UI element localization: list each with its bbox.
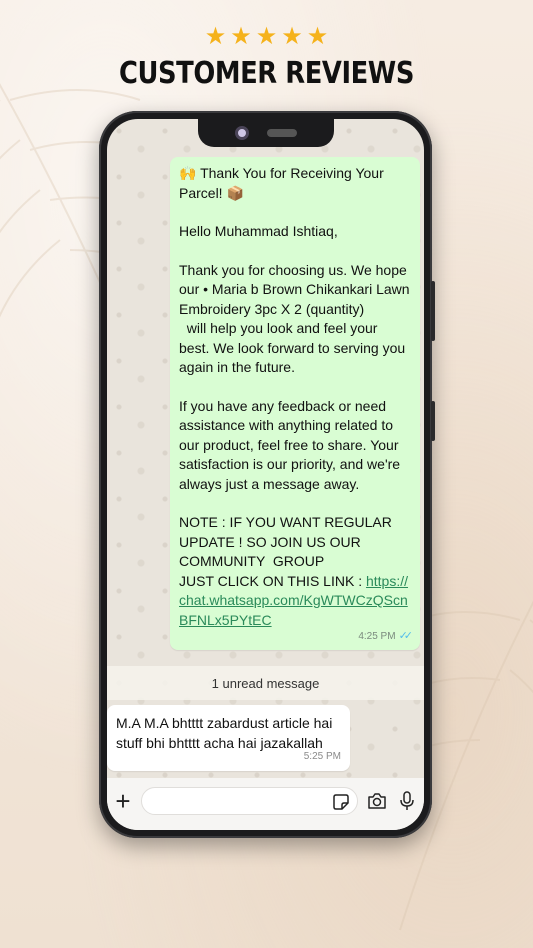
reviews-header <box>0 24 533 91</box>
link-prefix: JUST CLICK ON THIS LINK : <box>179 572 366 589</box>
message-line: NOTE : IF YOU WANT REGULAR UPDATE ! SO JOIN US OUR COMMUNITY GROUP <box>179 514 396 569</box>
phone-side-button <box>431 281 435 341</box>
message-meta <box>358 627 412 647</box>
message-input-bar <box>107 778 424 830</box>
blank-line <box>179 203 411 222</box>
blank-line <box>179 494 411 513</box>
star-icon: ★ <box>306 23 329 50</box>
unread-divider: 1 unread message <box>107 666 424 700</box>
message-text: M.A M.A bhtttt zabardust article hai stuff bhi bhtttt acha hai jazakallah <box>116 715 333 751</box>
star-icon: ★ <box>281 23 303 50</box>
phone-notch <box>198 119 334 147</box>
rating-stars <box>0 24 533 50</box>
microphone-icon[interactable] <box>396 790 418 812</box>
phone-frame <box>99 111 432 838</box>
double-check-icon: ✓✓ <box>398 629 409 642</box>
page-title: CUSTOMER REVIEWS <box>118 56 414 91</box>
message-time: 4:25 PM <box>358 630 396 642</box>
star-icon: ★ <box>204 23 227 50</box>
blank-line <box>179 242 411 261</box>
message-line: Thank you for choosing us. We hope our • Maria b Brown Chikankari Lawn Embroidery 3pc X 2 (quantity) will help you look and feel your best. We look forward to serving you again in the future. <box>179 261 410 375</box>
star-icon: ★ <box>230 23 252 50</box>
group-invite-link[interactable]: https://chat.whatsapp.com/KgWTWCzQScnBFNLx5PYtEC <box>179 572 409 628</box>
speaker-grille <box>267 129 297 137</box>
chat-screen[interactable] <box>107 119 424 830</box>
star-icon: ★ <box>255 23 278 50</box>
message-line <box>179 572 411 631</box>
incoming-message-bubble[interactable] <box>107 705 350 771</box>
message-time: 5:25 PM <box>303 751 341 762</box>
message-line: If you have any feedback or need assistance with anything related to our product, feel free to share. Your satisfaction is our priority, and we're always just a message away. <box>179 397 404 492</box>
message-line: Hello Muhammad Ishtiaq, <box>179 223 338 239</box>
plus-icon[interactable]: + <box>115 786 131 816</box>
blank-line <box>179 378 411 397</box>
outgoing-message-bubble[interactable] <box>170 157 420 650</box>
front-camera-icon <box>235 126 249 140</box>
message-input[interactable] <box>141 787 358 815</box>
message-line: 🙌 Thank You for Receiving Your Parcel! 📦 <box>179 165 388 201</box>
phone-side-button <box>431 401 435 441</box>
camera-icon[interactable] <box>366 790 388 812</box>
sticker-icon[interactable] <box>333 794 349 810</box>
